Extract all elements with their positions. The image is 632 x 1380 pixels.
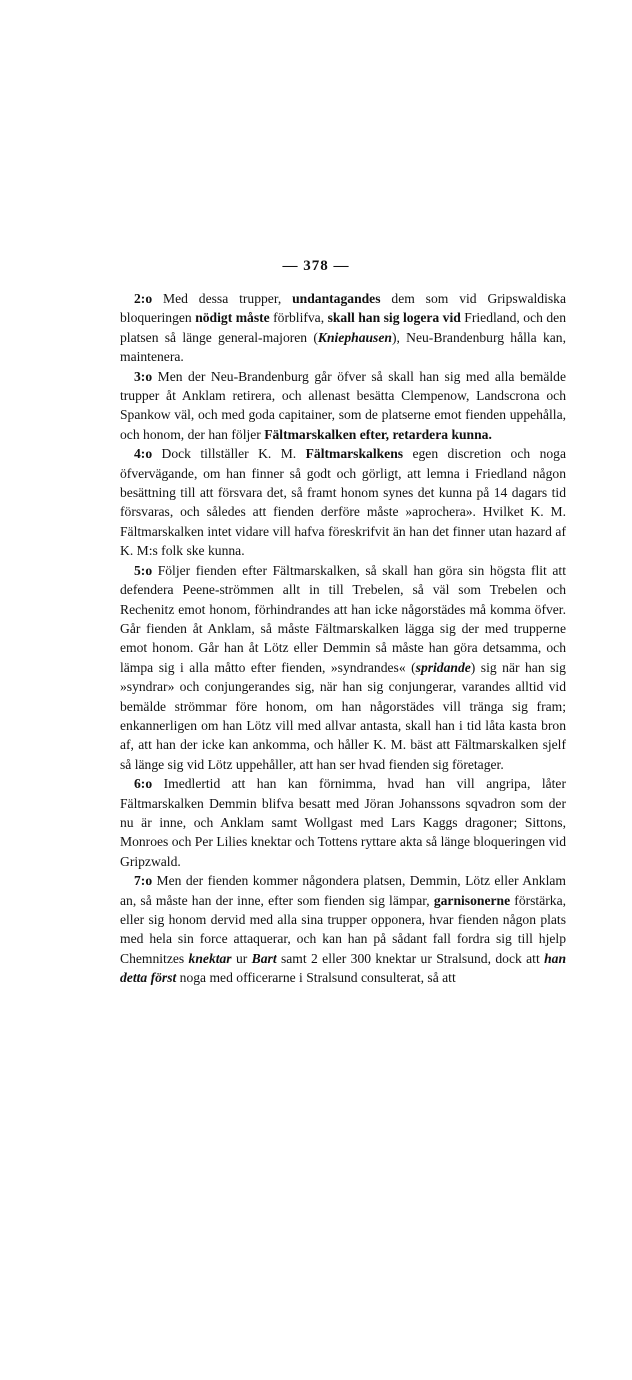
- text-segment: Följer fienden efter Fältmarskalken, så skall han göra sin högsta flit att defendera Peene-strömmen allt in till Trebelen, så väl som Trebelen och Rechenitz emot honom, förhindrandes att han icke någorstädes må komma öfver. Går fienden åt Anklam, så måste Fältmarskalken lägga sig der med trupperne emot honom. Går han åt Lötz eller Demmin så måste han göra detsamma, och lämpa sig i alla måtto efter fienden, »syndrandes« (: [120, 562, 566, 675]
- text-segment: nödigt måste: [195, 310, 270, 326]
- paragraph-number: 2:o: [134, 291, 153, 306]
- text-segment: spridande: [415, 659, 471, 675]
- paragraph-7: [120, 871, 566, 987]
- body-text: [120, 289, 566, 988]
- text-segment: garnisonerne: [433, 892, 511, 908]
- text-segment: noga med officerarne i Stralsund consulterat, så att: [176, 970, 456, 986]
- page-number: — 378 —: [282, 258, 350, 274]
- paragraph-number: 7:o: [134, 873, 153, 889]
- paragraph-2: [120, 289, 566, 367]
- paragraph-3: [120, 367, 566, 445]
- text-segment: Imedlertid att han kan förnimma, hvad han vill angripa, låter Fältmarskalken Demmin blifva besatt med Jöran Johanssons sqvadron som der nu är inne, och Anklam samt Wollgast med Lars Kaggs dragoner; Sittons, Monroes och Per Lilies knektar och Tottens ryttare akta så länge bloqueringen vid Gripzwald.: [120, 776, 566, 869]
- text-segment: förstärka, eller sig honom dervid med alla sina trupper opponera, hvar fienden någon plats med hela sin force attaquerar, och kan han på sådant fall fordra sig till hjelp Chemnitzes: [120, 892, 566, 966]
- text-segment: skall han sig logera vid: [327, 310, 461, 326]
- paragraph-4: [120, 444, 566, 560]
- text-segment: Fältmarskalkens: [305, 446, 404, 462]
- text-segment: Dock tillställer K. M.: [152, 446, 306, 462]
- text-segment: knektar: [188, 950, 232, 966]
- text-segment: Fältmarskalken efter, retardera kunna.: [264, 426, 492, 442]
- text-segment: han detta först: [120, 950, 567, 986]
- paragraph-number: 3:o: [134, 368, 153, 384]
- text-segment: ), Neu-Brandenburg hålla kan, maintenera.: [120, 329, 566, 365]
- paragraph-number: 4:o: [134, 446, 153, 462]
- text-segment: ) sig när han sig »syndrar» och conjungerandes sig, när han sig conjungerar, varandes alltid vid bemälde strömmar före honom, om han någorstädes vill tränga sig fram; enkannerligen om han Lötz vill med allvar antasta, skall han i tid låta kasta bron af, att han der icke kan ankomma, och håller K. M. bäst att Fältmarskalken sjelf så länge sig vid Lötz uppehåller, att han ser hvad fienden sig företager.: [120, 659, 566, 772]
- paragraph-number: 6:o: [134, 776, 153, 792]
- text-segment: egen discretion och noga öfvervägande, om han finner så godt och görligt, att lemna i Friedland någon besättning till att försvara det, så framt honom synes det kunna på 14 dagars tid försvaras, och således att fienden derföre måste »aprochera». Hvilket K. M. Fältmarskalken intet vidare vill hafva föreskrifvit än han det finner utan hazard af K. M:s folk ske kunna.: [120, 446, 566, 559]
- text-segment: Med dessa trupper,: [152, 291, 293, 306]
- paragraph-number: 5:o: [134, 562, 153, 578]
- text-segment: undantagandes: [292, 291, 381, 306]
- text-segment: Men der fienden kommer någondera platsen, Demmin, Lötz eller Anklam an, så måste han der inne, efter som fienden sig lämpar,: [120, 873, 566, 908]
- text-segment: Kniephausen: [317, 329, 392, 345]
- paragraph-5: [120, 561, 566, 774]
- text-segment: dem som vid Gripswaldiska bloqueringen: [120, 291, 566, 326]
- text-segment: samt 2 eller 300 knektar ur Stralsund, dock att: [276, 950, 545, 966]
- text-segment: Friedland, och den platsen så länge general-majoren (: [120, 310, 566, 345]
- text-segment: Men der Neu-Brandenburg går öfver så skall han sig med alla bemälde trupper åt Anklam retirera, och allenast besätta Clempenow, Landscrona och Spankow väl, och med goda capitainer, som de platserne emot fienden uppehålla, och honom, der han följer: [120, 368, 566, 442]
- text-segment: ur: [231, 950, 252, 966]
- text-segment: Bart: [251, 950, 277, 966]
- text-segment: förblifva,: [269, 310, 328, 326]
- paragraph-6: [120, 774, 566, 871]
